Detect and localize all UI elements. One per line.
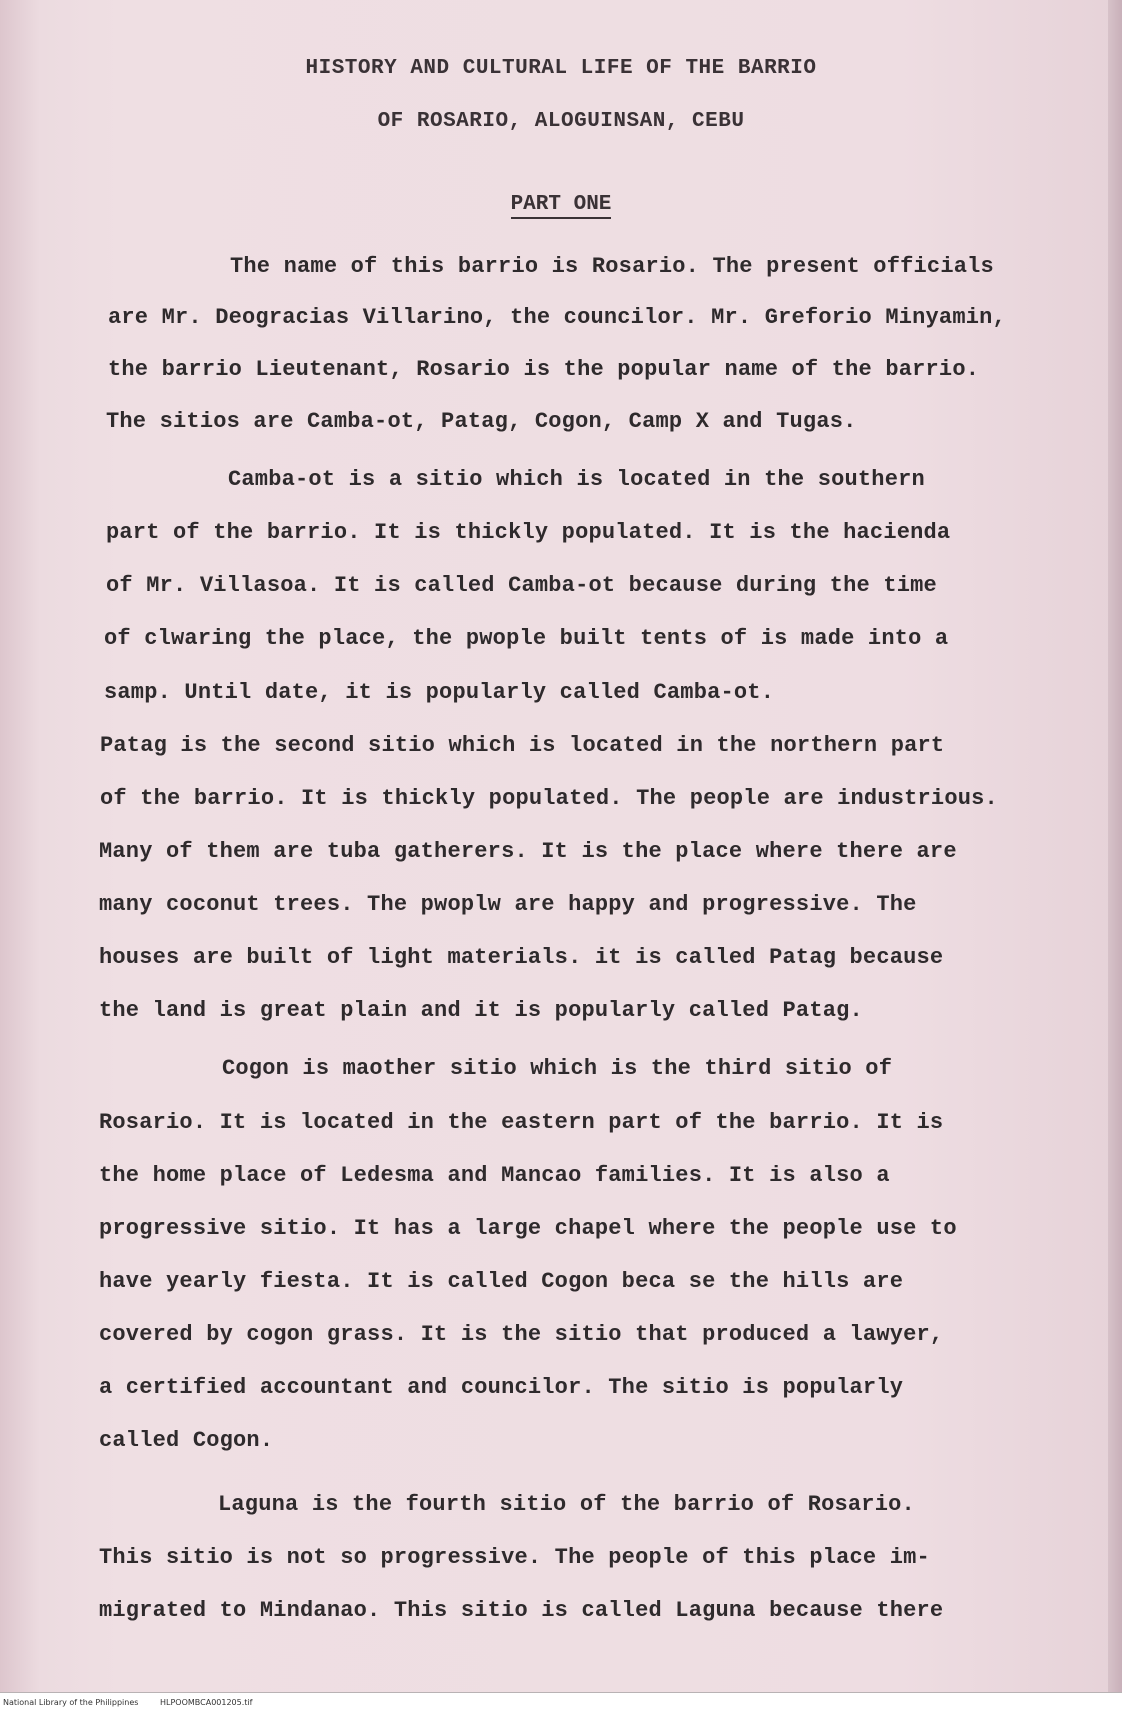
scan-footer <box>0 1692 1122 1712</box>
body-line: of the barrio. It is thickly populated. The people are industrious. <box>100 786 998 811</box>
body-line: covered by cogon grass. It is the sitio that produced a lawyer, <box>99 1322 944 1347</box>
footer-library-label: National Library of the Philippines <box>3 1698 139 1707</box>
body-line: samp. Until date, it is popularly called Camba-ot. <box>104 680 775 705</box>
part-heading-text: PART ONE <box>511 193 612 219</box>
body-line: progressive sitio. It has a large chapel where the people use to <box>99 1216 957 1241</box>
body-line: called Cogon. <box>99 1428 274 1453</box>
body-line: Many of them are tuba gatherers. It is the place where there are <box>99 839 957 864</box>
page-edge <box>1108 0 1122 1692</box>
body-line: migrated to Mindanao. This sitio is called Laguna because there <box>99 1598 944 1623</box>
body-line: the barrio Lieutenant, Rosario is the popular name of the barrio. <box>108 357 980 382</box>
body-line: Laguna is the fourth sitio of the barrio of Rosario. <box>218 1492 915 1517</box>
body-line: The name of this barrio is Rosario. The present officials <box>230 254 994 279</box>
body-line: are Mr. Deogracias Villarino, the councilor. Mr. Greforio Minyamin, <box>108 305 1006 330</box>
body-line: Patag is the second sitio which is located in the northern part <box>100 733 945 758</box>
body-line: Rosario. It is located in the eastern part of the barrio. It is <box>99 1110 944 1135</box>
show-through-text <box>150 30 771 55</box>
body-line: the home place of Ledesma and Mancao families. It is also a <box>99 1163 890 1188</box>
body-line: of clwaring the place, the pwople built tents of is made into a <box>104 626 949 651</box>
body-line: This sitio is not so progressive. The people of this place im- <box>99 1545 930 1570</box>
body-line: part of the barrio. It is thickly populated. It is the hacienda <box>106 520 951 545</box>
body-line: The sitios are Camba-ot, Patag, Cogon, Camp X and Tugas. <box>106 409 857 434</box>
body-line: have yearly fiesta. It is called Cogon beca se the hills are <box>99 1269 904 1294</box>
document-title-line-1: HISTORY AND CULTURAL LIFE OF THE BARRIO <box>305 57 817 80</box>
body-line: houses are built of light materials. it is called Patag because <box>99 945 944 970</box>
body-line: the land is great plain and it is popularly called Patag. <box>99 998 863 1023</box>
body-line: many coconut trees. The pwoplw are happy and progressive. The <box>99 892 917 917</box>
body-line: Cogon is maother sitio which is the third sitio of <box>222 1056 893 1081</box>
body-line: a certified accountant and councilor. The sitio is popularly <box>99 1375 904 1400</box>
document-title-line-2: OF ROSARIO, ALOGUINSAN, CEBU <box>377 110 745 133</box>
part-heading <box>0 193 1122 216</box>
body-line: Camba-ot is a sitio which is located in the southern <box>228 467 925 492</box>
body-line: of Mr. Villasoa. It is called Camba-ot because during the time <box>106 573 937 598</box>
footer-file-label: HLPOOMBCA001205.tif <box>160 1698 253 1707</box>
